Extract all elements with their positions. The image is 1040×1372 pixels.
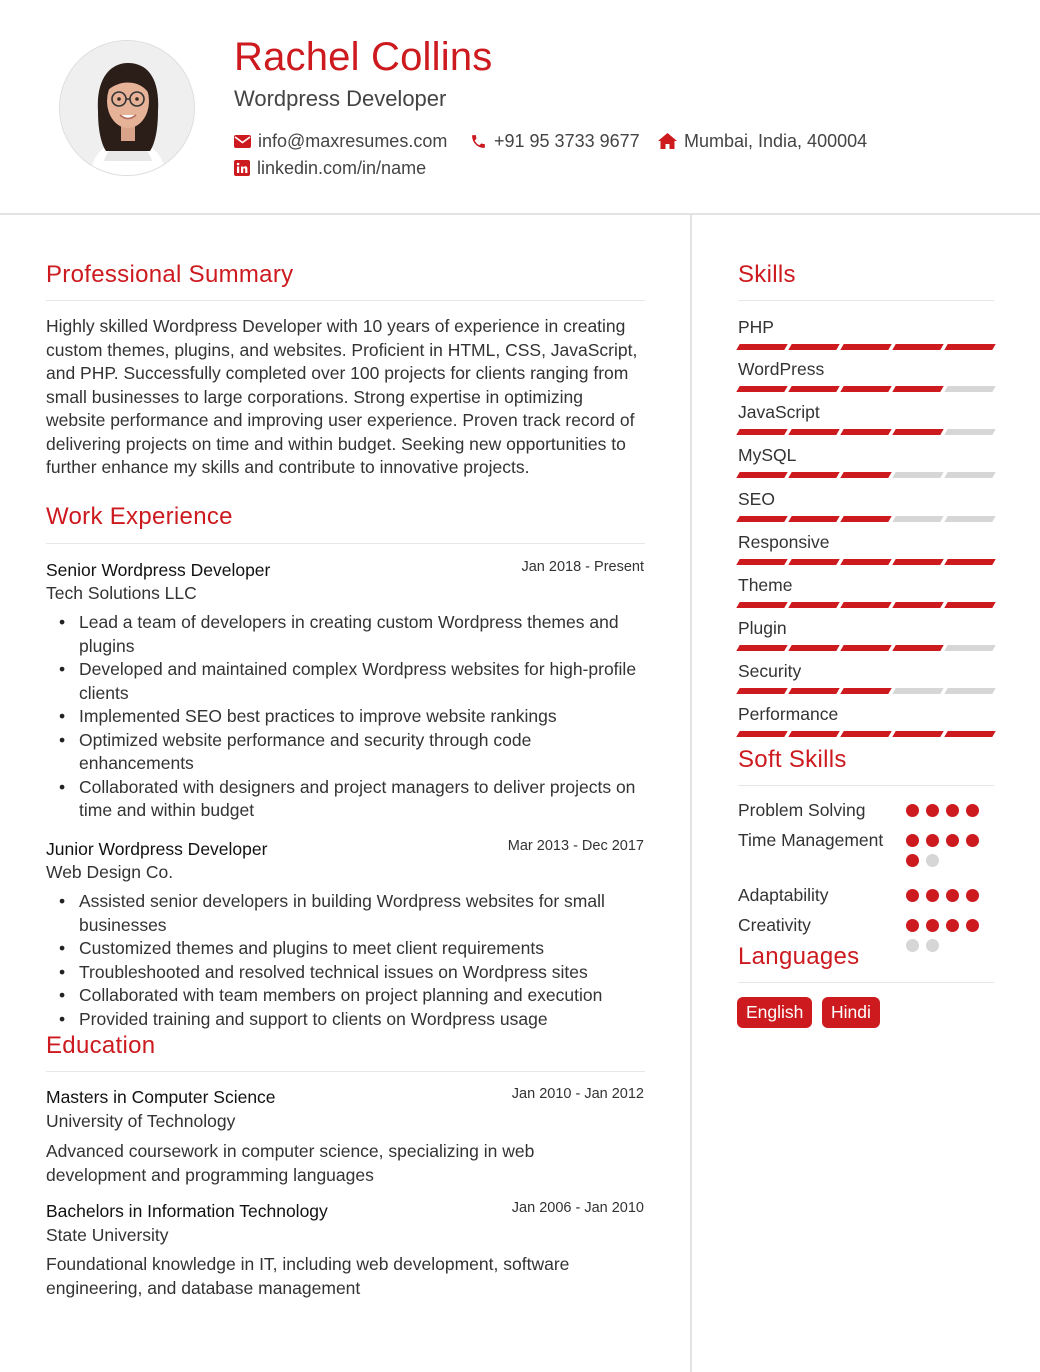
skill-level-segment bbox=[736, 602, 787, 608]
soft-skill-label: Adaptability bbox=[738, 885, 829, 905]
phone-icon bbox=[470, 133, 487, 150]
contact-email[interactable] bbox=[234, 130, 447, 152]
skill-level-segment bbox=[788, 429, 839, 435]
skill-level-segment bbox=[944, 688, 995, 694]
skill-label: SEO bbox=[738, 489, 775, 509]
rating-dot bbox=[906, 939, 919, 952]
rating-dot bbox=[946, 889, 959, 902]
skill-level-segment bbox=[788, 386, 839, 392]
soft-skill-rating bbox=[906, 919, 980, 952]
skill-label: MySQL bbox=[738, 445, 797, 465]
skill-level-segment bbox=[892, 386, 943, 392]
summary-text: Highly skilled Wordpress Developer with 10 years of experience in creating custom themes, plugins, and websites. Proficient in HTML, CSS, JavaScript, and PHP. Successfully completed over 100 projects for clients ranging from small businesses to large corporations. Strong expertise in optimizing website performance and improving user experience. Proven track record of delivering projects on time and within budget. Seeking new opportunities to further enhance my skills and contribute to innovative projects. bbox=[46, 316, 638, 477]
skill-level-bar bbox=[738, 731, 994, 737]
job-dates: Jan 2018 - Present bbox=[521, 559, 644, 575]
skill-level-segment bbox=[736, 429, 787, 435]
candidate-name: Rachel Collins bbox=[234, 35, 493, 79]
edu-description: Advanced coursework in computer science, specializing in web development and programming languages bbox=[46, 1141, 535, 1185]
rating-dot bbox=[966, 889, 979, 902]
rating-dot bbox=[926, 854, 939, 867]
envelope-icon bbox=[234, 135, 251, 148]
skill-level-bar bbox=[738, 386, 994, 392]
edu-dates: Jan 2010 - Jan 2012 bbox=[511, 1086, 644, 1102]
skill-label: Responsive bbox=[738, 532, 830, 552]
job-bullet: • Developed and maintained complex Wordpress websites for high-profile clients bbox=[46, 658, 646, 705]
skill-level-segment bbox=[788, 688, 839, 694]
languages-heading: Languages bbox=[738, 943, 860, 970]
soft-skill-rating bbox=[906, 804, 980, 817]
edu-degree: Bachelors in Information Technology bbox=[46, 1201, 328, 1221]
soft-skill-label: Time Management bbox=[738, 830, 884, 850]
contact-linkedin-text: linkedin.com/in/name bbox=[257, 158, 427, 178]
soft-skill-label: Creativity bbox=[738, 915, 811, 935]
skill-label: Plugin bbox=[738, 618, 787, 638]
job-bullet: • Assisted senior developers in building Wordpress websites for small businesses bbox=[46, 890, 646, 937]
skill-level-segment bbox=[736, 688, 787, 694]
linkedin-icon bbox=[234, 160, 250, 176]
summary-heading: Professional Summary bbox=[46, 261, 294, 288]
skill-label: Performance bbox=[738, 704, 839, 724]
skill-level-segment bbox=[944, 516, 995, 522]
skill-level-bar bbox=[738, 559, 994, 565]
skill-level-segment bbox=[944, 472, 995, 478]
skill-level-segment bbox=[944, 731, 995, 737]
skill-level-segment bbox=[944, 429, 995, 435]
rating-dot bbox=[906, 889, 919, 902]
skills-heading: Skills bbox=[738, 261, 796, 288]
skill-level-bar bbox=[738, 602, 994, 608]
rating-dot bbox=[926, 919, 939, 932]
rating-dot bbox=[966, 834, 979, 847]
skill-level-segment bbox=[892, 516, 943, 522]
skill-level-bar bbox=[738, 645, 994, 651]
rating-dot bbox=[906, 854, 919, 867]
contact-address bbox=[658, 130, 867, 152]
rating-dot bbox=[966, 919, 979, 932]
skill-level-bar bbox=[738, 688, 994, 694]
skill-level-segment bbox=[840, 344, 891, 350]
resume-header bbox=[0, 0, 1040, 215]
skill-level-segment bbox=[736, 559, 787, 565]
contact-address-text: Mumbai, India, 400004 bbox=[684, 131, 868, 151]
rating-dot bbox=[926, 889, 939, 902]
skill-level-segment bbox=[736, 472, 787, 478]
skill-level-bar bbox=[738, 516, 994, 522]
skill-level-segment bbox=[840, 688, 891, 694]
skill-level-segment bbox=[892, 645, 943, 651]
job-bullet: • Provided training and support to clients on Wordpress usage bbox=[46, 1008, 646, 1032]
skill-level-segment bbox=[840, 602, 891, 608]
job-bullets bbox=[46, 611, 646, 823]
skill-level-segment bbox=[944, 344, 995, 350]
candidate-title: Wordpress Developer bbox=[234, 86, 447, 111]
skill-level-segment bbox=[736, 386, 787, 392]
soft-skill-label: Problem Solving bbox=[738, 800, 866, 820]
contact-linkedin[interactable] bbox=[234, 157, 426, 179]
job-company: Web Design Co. bbox=[46, 862, 174, 882]
edu-degree: Masters in Computer Science bbox=[46, 1087, 276, 1107]
soft-skill-rating bbox=[906, 834, 980, 867]
skill-level-segment bbox=[788, 344, 839, 350]
skill-level-segment bbox=[840, 645, 891, 651]
rating-dot bbox=[966, 804, 979, 817]
skill-level-segment bbox=[892, 429, 943, 435]
job-company: Tech Solutions LLC bbox=[46, 583, 197, 603]
education-rule bbox=[46, 1071, 645, 1072]
column-divider bbox=[690, 215, 692, 1372]
skill-level-segment bbox=[944, 645, 995, 651]
skill-label: JavaScript bbox=[738, 402, 820, 422]
edu-dates: Jan 2006 - Jan 2010 bbox=[511, 1200, 644, 1216]
language-tag: English bbox=[737, 997, 812, 1028]
skill-level-bar bbox=[738, 472, 994, 478]
skill-level-segment bbox=[944, 386, 995, 392]
edu-school: University of Technology bbox=[46, 1111, 236, 1131]
rating-dot bbox=[926, 939, 939, 952]
skill-level-bar bbox=[738, 429, 994, 435]
education-heading: Education bbox=[46, 1032, 156, 1059]
skill-level-segment bbox=[736, 645, 787, 651]
profile-photo bbox=[60, 41, 195, 176]
language-tag: Hindi bbox=[822, 997, 880, 1028]
skill-level-segment bbox=[840, 731, 891, 737]
skill-level-segment bbox=[840, 472, 891, 478]
skill-level-segment bbox=[892, 344, 943, 350]
rating-dot bbox=[946, 834, 959, 847]
skill-level-segment bbox=[944, 559, 995, 565]
job-bullet: • Implemented SEO best practices to improve website rankings bbox=[46, 705, 646, 729]
skill-level-segment bbox=[892, 688, 943, 694]
rating-dot bbox=[946, 919, 959, 932]
languages-rule bbox=[738, 982, 994, 983]
job-bullet: • Collaborated with designers and project managers to deliver projects on time and within budget bbox=[46, 776, 646, 823]
skill-level-segment bbox=[788, 559, 839, 565]
skill-level-segment bbox=[840, 559, 891, 565]
skill-level-segment bbox=[736, 731, 787, 737]
summary-rule bbox=[46, 300, 645, 301]
skill-level-segment bbox=[892, 559, 943, 565]
skill-level-segment bbox=[892, 472, 943, 478]
rating-dot bbox=[926, 804, 939, 817]
skill-level-bar bbox=[738, 344, 994, 350]
contact-email-text: info@maxresumes.com bbox=[258, 131, 448, 151]
skill-level-segment bbox=[788, 645, 839, 651]
rating-dot bbox=[906, 804, 919, 817]
edu-description: Foundational knowledge in IT, including web development, software engineering, and database management bbox=[46, 1254, 570, 1298]
skill-level-segment bbox=[788, 516, 839, 522]
skill-level-segment bbox=[840, 429, 891, 435]
job-bullet: • Collaborated with team members on project planning and execution bbox=[46, 984, 646, 1008]
skill-level-segment bbox=[788, 602, 839, 608]
skill-level-segment bbox=[736, 516, 787, 522]
skill-label: Theme bbox=[738, 575, 793, 595]
soft-skills-rule bbox=[738, 785, 994, 786]
skill-level-segment bbox=[788, 472, 839, 478]
experience-heading: Work Experience bbox=[46, 503, 233, 530]
experience-rule bbox=[46, 543, 645, 544]
skill-label: Security bbox=[738, 661, 802, 681]
skill-level-segment bbox=[892, 602, 943, 608]
home-icon bbox=[658, 133, 677, 149]
skill-level-segment bbox=[788, 731, 839, 737]
contact-phone[interactable] bbox=[470, 130, 640, 152]
job-role: Junior Wordpress Developer bbox=[46, 839, 268, 859]
skill-label: PHP bbox=[738, 317, 774, 337]
skill-level-segment bbox=[840, 516, 891, 522]
rating-dot bbox=[906, 919, 919, 932]
rating-dot bbox=[926, 834, 939, 847]
job-bullets bbox=[46, 890, 646, 1031]
job-dates: Mar 2013 - Dec 2017 bbox=[507, 838, 644, 854]
rating-dot bbox=[906, 834, 919, 847]
contact-phone-text: +91 95 3733 9677 bbox=[494, 131, 640, 151]
job-role: Senior Wordpress Developer bbox=[46, 560, 271, 580]
job-bullet: • Optimized website performance and security through code enhancements bbox=[46, 729, 646, 776]
rating-dot bbox=[946, 804, 959, 817]
job-bullet: • Lead a team of developers in creating custom Wordpress themes and plugins bbox=[46, 611, 646, 658]
skill-level-segment bbox=[892, 731, 943, 737]
soft-skill-rating bbox=[906, 889, 980, 902]
skill-level-segment bbox=[944, 602, 995, 608]
skills-rule bbox=[738, 300, 994, 301]
edu-school: State University bbox=[46, 1225, 169, 1245]
job-bullet: • Troubleshooted and resolved technical issues on Wordpress sites bbox=[46, 961, 646, 985]
skill-level-segment bbox=[840, 386, 891, 392]
skill-level-segment bbox=[736, 344, 787, 350]
avatar bbox=[59, 40, 195, 176]
skill-label: WordPress bbox=[738, 359, 825, 379]
soft-skills-heading: Soft Skills bbox=[738, 746, 847, 773]
job-bullet: • Customized themes and plugins to meet client requirements bbox=[46, 937, 646, 961]
